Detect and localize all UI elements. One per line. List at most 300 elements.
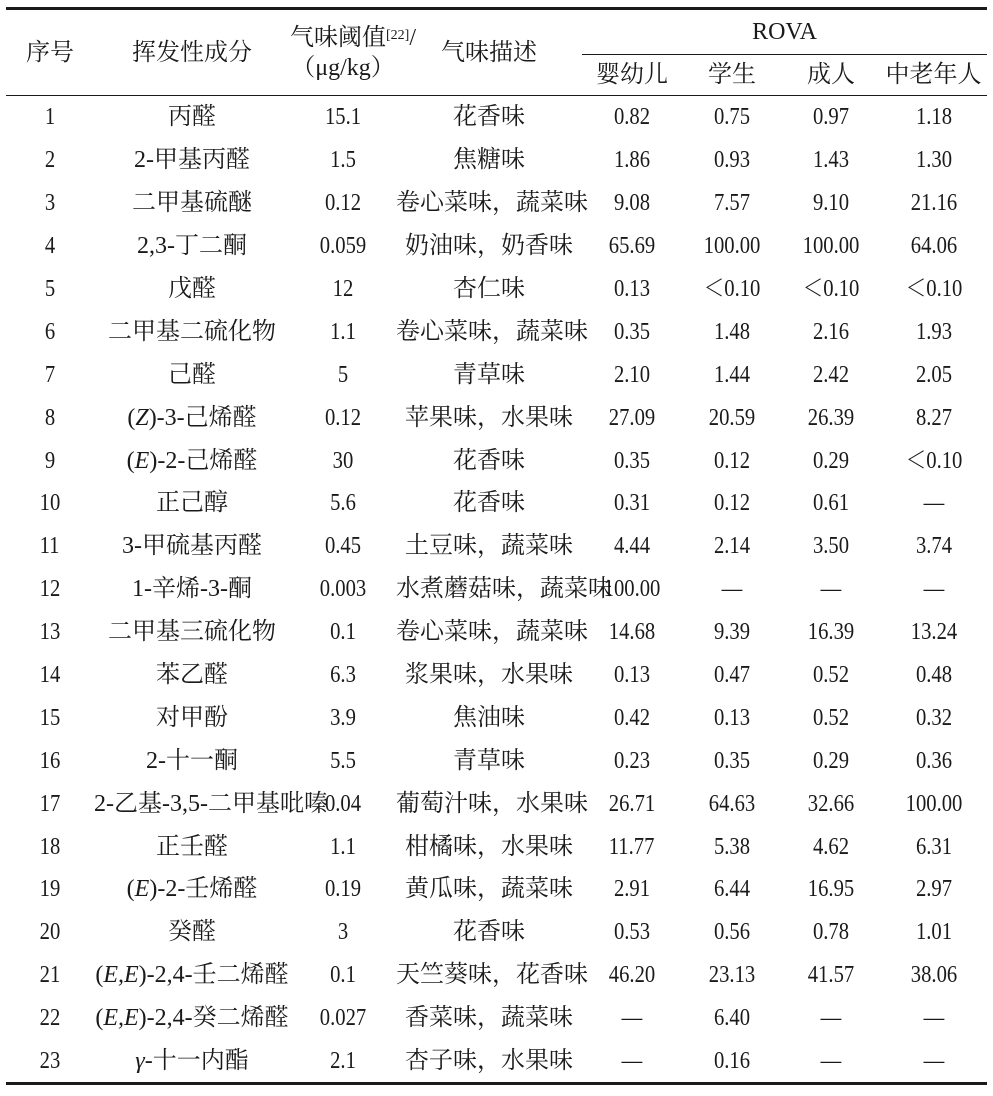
cell-infant	[582, 439, 682, 482]
cell-odor-value: 卷心菜味，蔬菜味	[396, 619, 588, 646]
cell-senior-value: 21.16	[910, 190, 957, 217]
cell-student-value: 23.13	[708, 962, 756, 989]
cell-index	[6, 911, 94, 954]
cell-index-value: 17	[39, 790, 61, 817]
cell-odor-value: 苹果味，水果味	[405, 404, 573, 431]
header-threshold-label: 气味阈值	[290, 24, 386, 51]
cell-adult-value: 26.39	[807, 404, 855, 431]
cell-index	[6, 696, 94, 739]
cell-adult	[782, 696, 880, 739]
cell-infant-value: 2.91	[613, 876, 651, 903]
compound-name-segment: γ	[135, 1048, 145, 1075]
cell-student	[682, 739, 782, 782]
cell-student	[682, 654, 782, 697]
cell-odor	[396, 954, 588, 997]
cell-odor	[396, 1040, 582, 1084]
cell-adult	[782, 568, 880, 611]
cell-infant-value: 46.20	[608, 962, 656, 989]
cell-infant-value: 11.77	[609, 833, 655, 860]
header-row-primary	[6, 9, 987, 55]
table-row	[6, 611, 987, 654]
cell-adult-value: —	[820, 576, 842, 603]
cell-infant	[582, 310, 682, 353]
cell-infant-value: 65.69	[608, 233, 656, 260]
cell-compound	[94, 139, 290, 182]
cell-compound	[94, 396, 290, 439]
cell-senior-value: ＜0.10	[905, 447, 962, 474]
cell-odor-value: 奶油味，奶香味	[405, 233, 573, 260]
compound-name-segment: 正己醇	[156, 490, 228, 517]
compound-name-segment: (	[95, 1005, 104, 1032]
cell-odor	[396, 782, 588, 825]
cell-odor	[396, 139, 582, 182]
cell-odor-value: 香菜味，蔬菜味	[405, 1005, 573, 1032]
cell-student-value: 0.16	[713, 1048, 751, 1075]
cell-compound	[94, 739, 290, 782]
cell-senior	[880, 268, 987, 311]
compound-name-segment: 3-甲硫基丙醛	[122, 533, 262, 560]
cell-infant	[582, 954, 682, 997]
cell-infant-value: 100.00	[603, 576, 661, 603]
cell-infant-value: 0.13	[613, 276, 651, 302]
cell-student	[682, 782, 782, 825]
cell-threshold-value: 6.3	[330, 662, 356, 689]
cell-infant	[582, 782, 682, 825]
cell-adult-value: 0.29	[812, 747, 850, 774]
cell-index-value: 20	[39, 919, 61, 946]
cell-senior-value: 8.27	[915, 404, 952, 431]
cell-senior-value: —	[923, 1048, 944, 1075]
cell-senior-value: 2.97	[915, 876, 952, 903]
cell-senior	[880, 911, 987, 954]
cell-index	[6, 868, 94, 911]
cell-student-value: 0.35	[713, 747, 751, 774]
cell-senior-value: 0.48	[915, 662, 952, 689]
cell-student-value: 20.59	[708, 404, 756, 431]
compound-name-segment: (	[127, 404, 136, 431]
cell-index	[6, 568, 94, 611]
cell-odor	[396, 611, 588, 654]
cell-student-value: 64.63	[708, 790, 756, 817]
cell-infant-value: 0.13	[613, 662, 651, 689]
cell-adult-value: 32.66	[807, 790, 855, 817]
cell-threshold-value: 1.5	[330, 147, 356, 174]
cell-odor-value: 焦糖味	[453, 147, 525, 174]
cell-student-value: 0.13	[713, 704, 751, 731]
cell-adult-value: 0.52	[812, 662, 850, 689]
cell-threshold-value: 0.059	[319, 233, 367, 260]
cell-student-value: 1.44	[713, 361, 751, 388]
cell-adult	[782, 353, 880, 396]
cell-threshold-value: 0.19	[324, 876, 362, 903]
cell-index-value: 11	[40, 533, 60, 560]
cell-odor-value: 卷心菜味，蔬菜味	[396, 318, 588, 345]
cell-senior	[880, 525, 987, 568]
cell-senior	[880, 825, 987, 868]
cell-threshold-value: 5.6	[330, 490, 356, 517]
odor-activity-table-container	[6, 7, 987, 1085]
cell-odor-value: 杏子味，水果味	[405, 1048, 573, 1075]
cell-adult-value: 4.62	[812, 833, 850, 860]
cell-student-value: 1.48	[713, 318, 751, 345]
cell-odor	[396, 525, 582, 568]
compound-name-segment: 戊醛	[168, 276, 216, 302]
table-row	[6, 997, 987, 1040]
cell-senior-value: 6.31	[915, 833, 952, 860]
cell-adult	[782, 139, 880, 182]
cell-compound	[94, 482, 290, 525]
cell-compound	[94, 353, 290, 396]
cell-odor-value: 花香味	[453, 104, 525, 131]
cell-compound	[94, 568, 290, 611]
cell-threshold	[290, 482, 396, 525]
cell-odor	[396, 225, 582, 268]
header-threshold-unit: （μg/kg）	[291, 54, 395, 81]
cell-student-value: 0.12	[713, 490, 751, 517]
cell-index	[6, 353, 94, 396]
compound-name-segment: 癸醛	[168, 919, 216, 946]
cell-odor-value: 卷心菜味，蔬菜味	[396, 190, 588, 217]
cell-adult	[782, 611, 880, 654]
cell-adult-value: 41.57	[807, 962, 855, 989]
cell-adult	[782, 782, 880, 825]
compound-name-segment: 二甲基二硫化物	[108, 318, 276, 345]
cell-odor-value: 葡萄汁味，水果味	[396, 790, 588, 817]
cell-compound	[94, 997, 290, 1040]
cell-infant	[582, 696, 682, 739]
cell-adult	[782, 954, 880, 997]
cell-senior	[880, 997, 987, 1040]
compound-name-segment: 2,3-丁二酮	[137, 233, 247, 260]
cell-adult	[782, 310, 880, 353]
cell-infant	[582, 1040, 682, 1084]
cell-adult-value: 0.78	[812, 919, 850, 946]
cell-adult-value: 16.95	[807, 876, 855, 903]
cell-compound	[94, 439, 290, 482]
cell-infant	[582, 139, 682, 182]
cell-odor-value: 花香味	[453, 919, 525, 946]
cell-odor	[396, 825, 582, 868]
header-threshold	[290, 9, 416, 96]
cell-odor-value: 土豆味，蔬菜味	[405, 533, 573, 560]
cell-threshold-value: 5	[337, 361, 349, 388]
table-row	[6, 954, 987, 997]
cell-student	[682, 825, 782, 868]
cell-index-value: 16	[39, 747, 61, 774]
cell-compound	[94, 182, 290, 225]
cell-odor	[396, 654, 582, 697]
compound-name-segment: E	[134, 447, 150, 474]
cell-adult-value: 3.50	[812, 533, 850, 560]
cell-adult	[782, 525, 880, 568]
cell-adult	[782, 654, 880, 697]
cell-threshold-value: 5.5	[330, 747, 356, 774]
cell-threshold	[290, 182, 396, 225]
cell-adult-value: 9.10	[812, 190, 850, 217]
cell-index-value: 8	[44, 404, 56, 431]
cell-adult	[782, 268, 880, 311]
cell-adult	[782, 997, 880, 1040]
cell-senior	[880, 396, 987, 439]
cell-senior	[880, 654, 987, 697]
cell-student-value: ＜0.10	[703, 276, 761, 302]
cell-index	[6, 525, 94, 568]
cell-student-value: 0.12	[713, 447, 751, 474]
cell-infant-value: —	[621, 1005, 643, 1032]
cell-senior-value: 1.93	[915, 318, 952, 345]
cell-index	[6, 954, 94, 997]
cell-threshold	[290, 1040, 396, 1084]
cell-student	[682, 568, 782, 611]
cell-odor	[396, 696, 582, 739]
cell-student-value: 6.44	[713, 876, 751, 903]
cell-adult-value: 100.00	[802, 233, 860, 260]
cell-adult	[782, 482, 880, 525]
cell-odor	[396, 310, 588, 353]
cell-senior	[880, 868, 987, 911]
compound-name-segment: (	[126, 876, 135, 903]
cell-odor	[396, 182, 588, 225]
cell-index-value: 15	[39, 704, 61, 731]
cell-compound	[94, 1040, 290, 1084]
cell-senior	[880, 353, 987, 396]
cell-senior-value: 100.00	[905, 790, 962, 817]
compound-name-segment: )-2-壬烯醛	[149, 876, 258, 903]
cell-infant-value: 0.53	[613, 919, 651, 946]
header-compound: 挥发性成分	[94, 9, 290, 96]
cell-infant-value: 27.09	[608, 404, 656, 431]
cell-threshold-value: 0.12	[324, 404, 362, 431]
cell-student	[682, 310, 782, 353]
cell-compound	[94, 696, 290, 739]
cell-odor-value: 柑橘味，水果味	[405, 833, 573, 860]
cell-index-value: 7	[44, 361, 56, 388]
cell-student	[682, 611, 782, 654]
cell-index-value: 22	[39, 1005, 61, 1032]
cell-senior-value: 1.01	[915, 919, 952, 946]
cell-adult	[782, 911, 880, 954]
cell-adult-value: —	[820, 1048, 842, 1075]
table-row	[6, 353, 987, 396]
cell-adult-value: 2.16	[812, 318, 850, 345]
cell-student	[682, 96, 782, 139]
cell-student-value: 9.39	[713, 619, 751, 646]
cell-compound	[94, 268, 290, 311]
cell-index	[6, 611, 94, 654]
cell-odor-value: 青草味	[453, 747, 525, 774]
cell-adult	[782, 1040, 880, 1084]
cell-senior-value: 1.18	[915, 104, 952, 131]
table-row	[6, 1040, 987, 1084]
cell-student	[682, 997, 782, 1040]
cell-infant	[582, 225, 682, 268]
cell-student	[682, 525, 782, 568]
header-threshold-reference: [22]	[386, 27, 410, 43]
cell-compound	[94, 525, 290, 568]
cell-index	[6, 225, 94, 268]
cell-odor-value: 天竺葵味，花香味	[396, 962, 588, 989]
cell-index-value: 10	[39, 490, 61, 517]
cell-infant-value: 0.35	[613, 318, 651, 345]
compound-name-segment: E,E	[103, 1005, 139, 1032]
cell-index-value: 21	[39, 962, 61, 989]
table-row	[6, 825, 987, 868]
compound-name-segment: 丙醛	[168, 104, 216, 131]
cell-threshold	[290, 911, 396, 954]
cell-threshold	[290, 310, 396, 353]
cell-infant-value: 4.44	[613, 533, 651, 560]
cell-threshold-value: 3	[337, 919, 349, 946]
cell-adult	[782, 868, 880, 911]
cell-compound	[94, 225, 290, 268]
cell-odor-value: 杏仁味	[453, 276, 525, 302]
cell-compound	[94, 825, 290, 868]
cell-student	[682, 482, 782, 525]
cell-student-value: 6.40	[713, 1005, 751, 1032]
cell-threshold	[290, 654, 396, 697]
cell-index-value: 14	[39, 662, 61, 689]
cell-index-value: 4	[44, 233, 56, 260]
cell-compound	[94, 96, 290, 139]
cell-student-value: 2.14	[713, 533, 751, 560]
cell-student-value: 0.47	[713, 662, 751, 689]
cell-odor	[396, 568, 612, 611]
cell-threshold-value: 0.45	[324, 533, 362, 560]
table-row	[6, 782, 987, 825]
cell-odor	[396, 482, 582, 525]
compound-name-segment: 2-甲基丙醛	[134, 147, 250, 174]
compound-name-segment: 苯乙醛	[156, 662, 228, 689]
compound-name-segment: )-2,4-癸二烯醛	[138, 1005, 289, 1032]
compound-name-segment: E	[134, 876, 150, 903]
table-row	[6, 439, 987, 482]
table-body	[6, 96, 987, 1084]
cell-senior-value: 0.36	[915, 747, 952, 774]
cell-senior	[880, 611, 987, 654]
compound-name-segment: Z	[135, 404, 149, 431]
odor-activity-table	[6, 7, 987, 1085]
cell-threshold-value: 1.1	[330, 318, 356, 345]
cell-threshold-value: 1.1	[330, 833, 356, 860]
cell-student-value: —	[721, 576, 743, 603]
compound-name-segment: (	[126, 447, 135, 474]
cell-senior-value: 64.06	[910, 233, 957, 260]
cell-index-value: 23	[39, 1048, 61, 1075]
cell-infant	[582, 96, 682, 139]
cell-student	[682, 182, 782, 225]
cell-threshold	[290, 568, 396, 611]
cell-infant-value: 26.71	[608, 790, 656, 817]
compound-name-segment: 2-乙基-3,5-二甲基吡嗪	[94, 790, 328, 817]
cell-student	[682, 868, 782, 911]
cell-adult	[782, 396, 880, 439]
compound-name-segment: 二甲基三硫化物	[108, 619, 276, 646]
cell-index	[6, 396, 94, 439]
cell-student	[682, 1040, 782, 1084]
cell-index-value: 2	[44, 147, 56, 174]
cell-threshold-value: 3.9	[330, 704, 356, 731]
cell-threshold	[290, 611, 396, 654]
cell-senior	[880, 954, 987, 997]
cell-index	[6, 439, 94, 482]
cell-compound	[94, 868, 290, 911]
cell-senior	[880, 225, 987, 268]
cell-index	[6, 782, 94, 825]
header-adult: 成人	[782, 55, 880, 96]
table-row	[6, 654, 987, 697]
cell-threshold-value: 15.1	[324, 104, 362, 131]
compound-name-segment: 1-辛烯-3-酮	[132, 576, 252, 603]
cell-infant-value: 0.42	[613, 704, 651, 731]
cell-adult-value: 16.39	[807, 619, 855, 646]
cell-index-value: 9	[44, 447, 56, 474]
cell-threshold	[290, 696, 396, 739]
table-row	[6, 739, 987, 782]
cell-odor-value: 焦油味	[453, 704, 525, 731]
cell-adult-value: 0.29	[812, 447, 850, 474]
compound-name-segment: 2-十一酮	[146, 747, 238, 774]
cell-infant	[582, 396, 682, 439]
cell-student	[682, 225, 782, 268]
cell-senior-value: 2.05	[915, 361, 952, 388]
cell-infant-value: 1.86	[613, 147, 651, 174]
cell-odor	[396, 997, 582, 1040]
cell-infant-value: 0.23	[613, 747, 651, 774]
cell-student-value: 0.93	[713, 147, 751, 174]
cell-student-value: 0.75	[713, 104, 751, 131]
cell-senior	[880, 568, 987, 611]
cell-infant	[582, 868, 682, 911]
cell-index-value: 1	[44, 104, 56, 131]
cell-index-value: 19	[39, 876, 61, 903]
table-row	[6, 696, 987, 739]
cell-infant	[582, 482, 682, 525]
table-row	[6, 310, 987, 353]
table-row	[6, 139, 987, 182]
cell-student	[682, 696, 782, 739]
table-row	[6, 911, 987, 954]
cell-threshold	[290, 268, 396, 311]
cell-infant	[582, 739, 682, 782]
cell-adult-value: ＜0.10	[802, 276, 860, 302]
cell-student-value: 100.00	[703, 233, 761, 260]
cell-index	[6, 268, 94, 311]
cell-senior-value: ＜0.10	[905, 276, 962, 302]
table-row	[6, 225, 987, 268]
table-row	[6, 182, 987, 225]
cell-threshold	[290, 139, 396, 182]
cell-infant	[582, 825, 682, 868]
cell-infant	[582, 611, 682, 654]
cell-student	[682, 954, 782, 997]
cell-infant	[582, 182, 682, 225]
table-row	[6, 525, 987, 568]
cell-threshold-value: 2.1	[330, 1048, 356, 1075]
cell-index	[6, 825, 94, 868]
cell-threshold	[290, 868, 396, 911]
table-row	[6, 396, 987, 439]
cell-threshold-value: 0.003	[319, 576, 367, 603]
cell-threshold	[290, 997, 396, 1040]
cell-senior	[880, 139, 987, 182]
cell-adult-value: 0.97	[812, 104, 850, 131]
cell-compound	[94, 782, 328, 825]
cell-index-value: 3	[44, 190, 56, 217]
cell-adult	[782, 225, 880, 268]
header-student: 学生	[682, 55, 782, 96]
table-row	[6, 96, 987, 139]
compound-name-segment: )-3-己烯醛	[148, 404, 257, 431]
